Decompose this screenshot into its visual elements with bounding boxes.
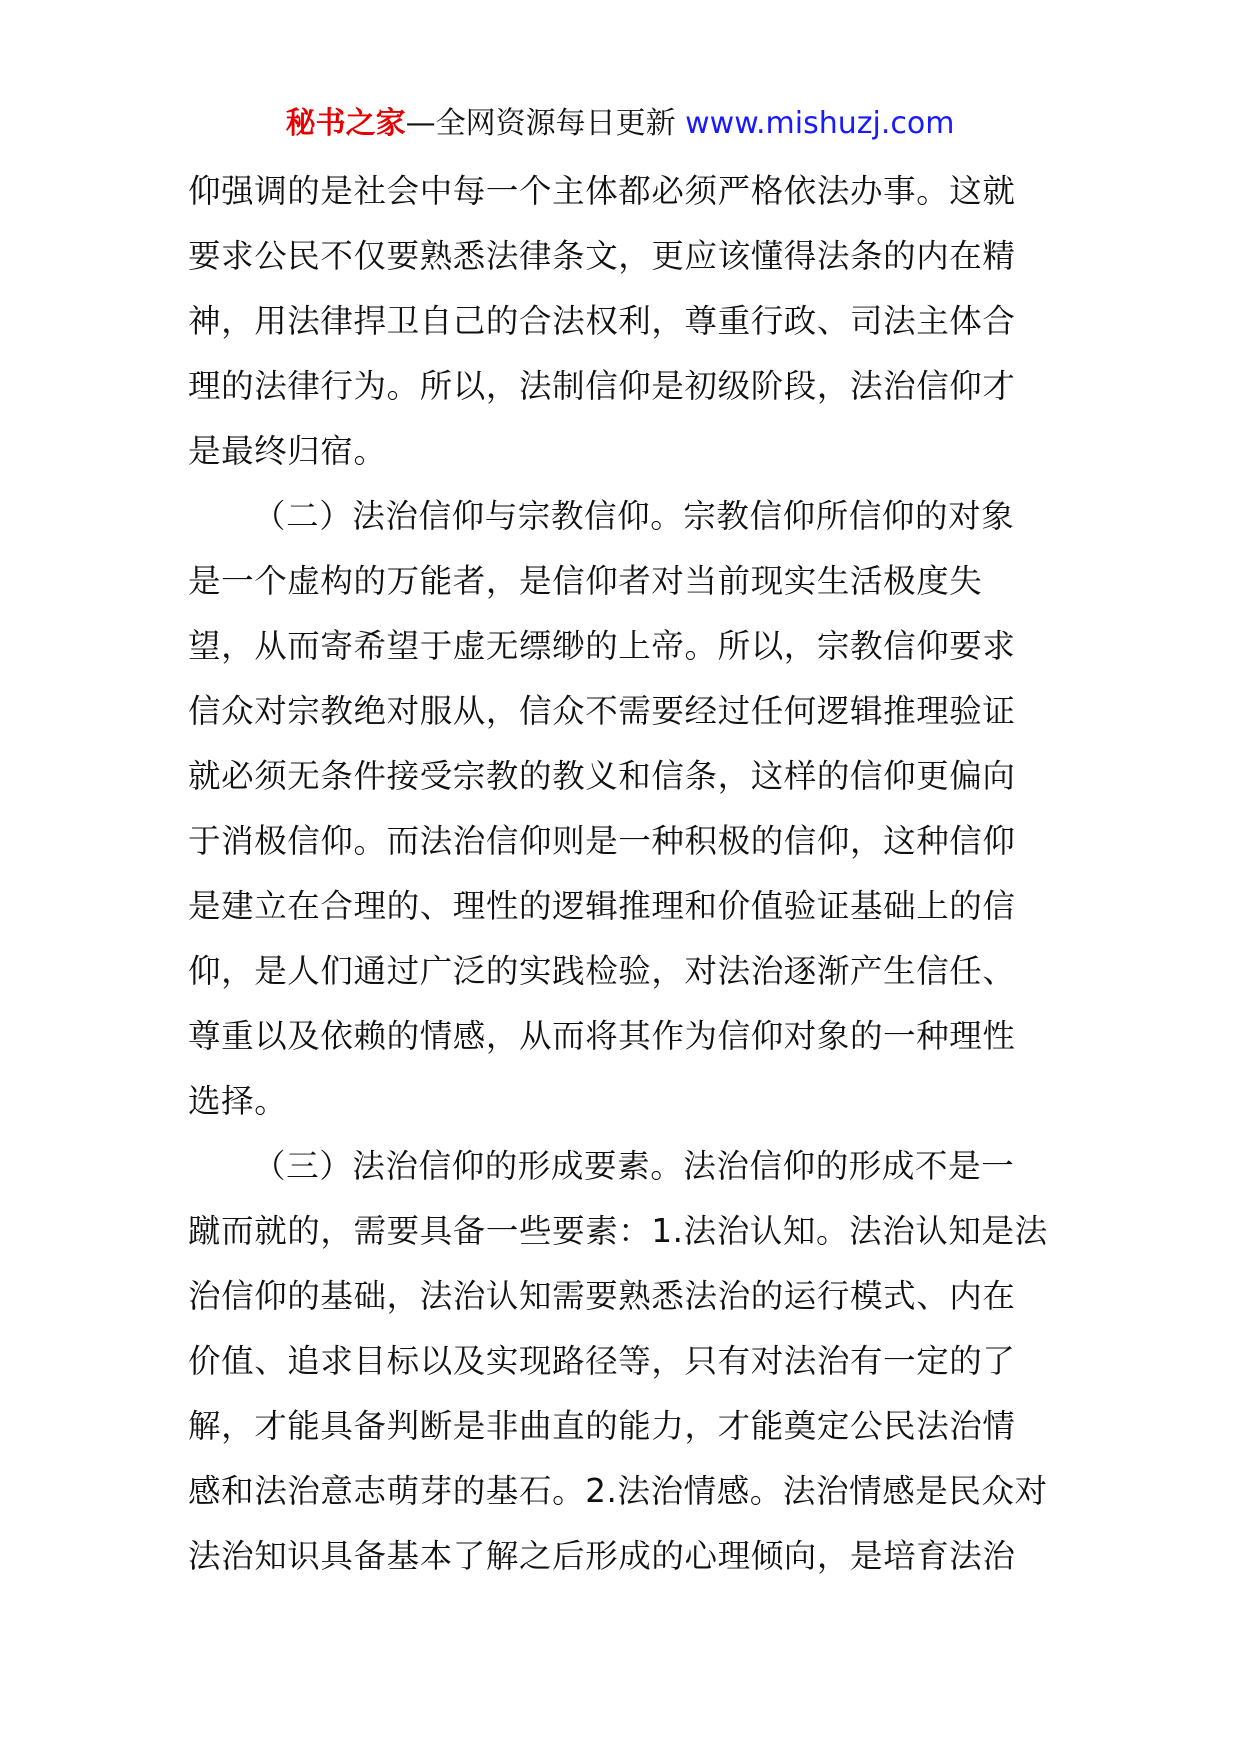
text-line: 于消极信仰。而法治信仰则是一种积极的信仰，这种信仰 xyxy=(188,822,1016,860)
section-heading-line: （三）法治信仰的形成要素。法治信仰的形成不是一 xyxy=(253,1147,1015,1185)
text-line: 感和法治意志萌芽的基石。2.法治情感。法治情感是民众对 xyxy=(188,1472,1048,1510)
text-line: 尊重以及依赖的情感，从而将其作为信仰对象的一种理性 xyxy=(188,1017,1016,1055)
text-line: 理的法律行为。所以，法制信仰是初级阶段，法治信仰才 xyxy=(188,367,1016,405)
section-heading-line: （二）法治信仰与宗教信仰。宗教信仰所信仰的对象 xyxy=(253,497,1015,535)
text-line: 法治知识具备基本了解之后形成的心理倾向，是培育法治 xyxy=(188,1537,1016,1575)
text-line: 是建立在合理的、理性的逻辑推理和价值验证基础上的信 xyxy=(188,887,1016,925)
text-line: 就必须无条件接受宗教的教义和信条，这样的信仰更偏向 xyxy=(188,757,1016,795)
header-tagline: —全网资源每日更新 xyxy=(405,106,676,141)
site-header xyxy=(0,100,1240,148)
brand-name: 秘书之家 xyxy=(285,106,406,141)
text-line: 信众对宗教绝对服从，信众不需要经过任何逻辑推理验证 xyxy=(188,692,1016,730)
text-line: 是一个虚构的万能者，是信仰者对当前现实生活极度失 xyxy=(188,562,983,600)
site-url-link[interactable]: www.mishuzj.com xyxy=(685,106,955,141)
text-line: 解，才能具备判断是非曲直的能力，才能奠定公民法治情 xyxy=(188,1407,1016,1445)
text-line: 治信仰的基础，法治认知需要熟悉法治的运行模式、内在 xyxy=(188,1277,1016,1315)
text-line: 价值、追求目标以及实现路径等，只有对法治有一定的了 xyxy=(188,1342,1016,1380)
text-line: 神，用法律捍卫自己的合法权利，尊重行政、司法主体合 xyxy=(188,302,1016,340)
text-line: 望，从而寄希望于虚无缥缈的上帝。所以，宗教信仰要求 xyxy=(188,627,1016,665)
text-line: 仰，是人们通过广泛的实践检验，对法治逐渐产生信任、 xyxy=(188,952,1016,990)
text-line: 仰强调的是社会中每一个主体都必须严格依法办事。这就 xyxy=(188,172,1016,210)
text-line: 蹴而就的，需要具备一些要素：1.法治认知。法治认知是法 xyxy=(188,1212,1048,1250)
text-line: 是最终归宿。 xyxy=(188,432,387,470)
text-line: 选择。 xyxy=(188,1082,288,1120)
document-body xyxy=(188,159,1058,1589)
text-line: 要求公民不仅要熟悉法律条文，更应该懂得法条的内在精 xyxy=(188,237,1016,275)
